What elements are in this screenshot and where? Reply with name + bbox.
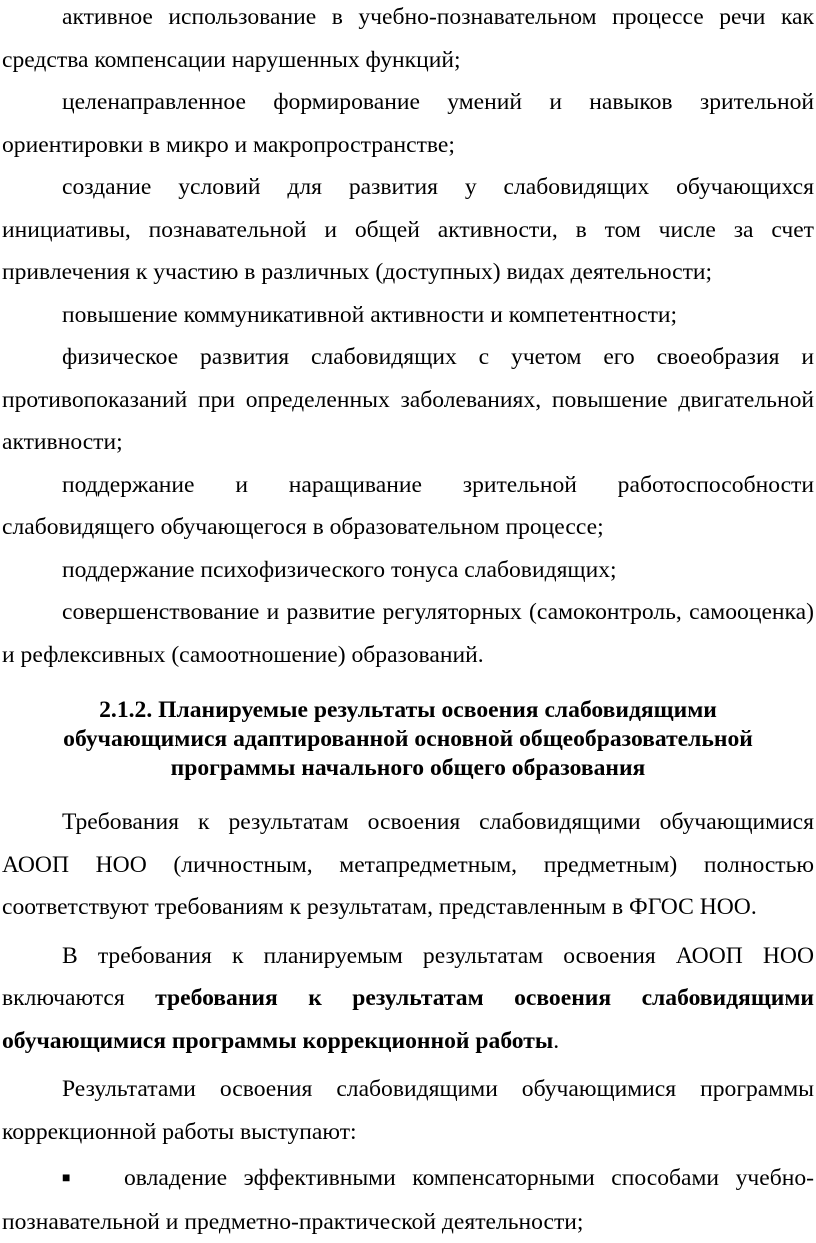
paragraph-psychophysical-tone: поддержание психофизического тонуса слабовидящих; [62, 556, 617, 583]
paragraph-visual-workability: поддержание и наращивание зрительной работоспособности слабовидящего обучающегося в образовательном процессе; [2, 471, 814, 540]
paragraph-physical-development: физическое развития слабовидящих с учетом его своеобразия и противопоказаний при определенных заболеваниях, повышение двигательной активности; [2, 344, 814, 455]
paragraph-correction-results-intro: Результатами освоения слабовидящими обучающимися программы коррекционной работы выступают: [2, 1076, 814, 1145]
planned-results-period: . [553, 1027, 560, 1054]
bullet-item-text: овладение эффективными компенсаторными способами учебно-познавательной и предметно-практической деятельности; [2, 1165, 814, 1235]
paragraph-requirements-results: Требования к результатам освоения слабовидящими обучающимися АООП НОО (личностным, метапредметным, предметным) полностью соответствуют требованиям к результатам, представленным в ФГОС НОО. [2, 809, 814, 920]
planned-results-bold-text: требования к результатам освоения слабовидящими обучающимися программы коррекционной работы [2, 985, 814, 1054]
paragraph-visual-orientation: целенаправленное формирование умений и навыков зрительной ориентировки в микро и макропространстве; [2, 89, 814, 158]
paragraph-planned-results [2, 935, 814, 1063]
paragraph-regulatory-formations: совершенствование и развитие регуляторных (самоконтроль, самооценка) и рефлексивных (самоотношение) образований. [2, 599, 814, 668]
paragraph-communicative-activity: повышение коммуникативной активности и компетентности; [62, 301, 678, 328]
section-heading [2, 696, 814, 783]
section-heading-line-1: 2.1.2. Планируемые результаты освоения слабовидящими [99, 697, 717, 723]
bullet-item-compensatory-methods [2, 1157, 814, 1243]
section-heading-line-2: обучающимися адаптированной основной общеобразовательной [63, 726, 753, 752]
square-bullet-icon: ■ [62, 1171, 71, 1186]
paragraph-initiative-conditions: создание условий для развития у слабовидящих обучающихся инициативы, познавательной и общей активности, в том числе за счет привлечения к участию в различных (доступных) видах деятельности; [2, 174, 814, 285]
planned-results-text-start: В требования к планируемым результатам освоения АООП НОО включаются [2, 942, 814, 1011]
paragraph-speech-usage: активное использование в учебно-познавательном процессе речи как средства компенсации нарушенных функций; [2, 4, 814, 73]
section-heading-line-3: программы начального общего образования [170, 755, 646, 781]
